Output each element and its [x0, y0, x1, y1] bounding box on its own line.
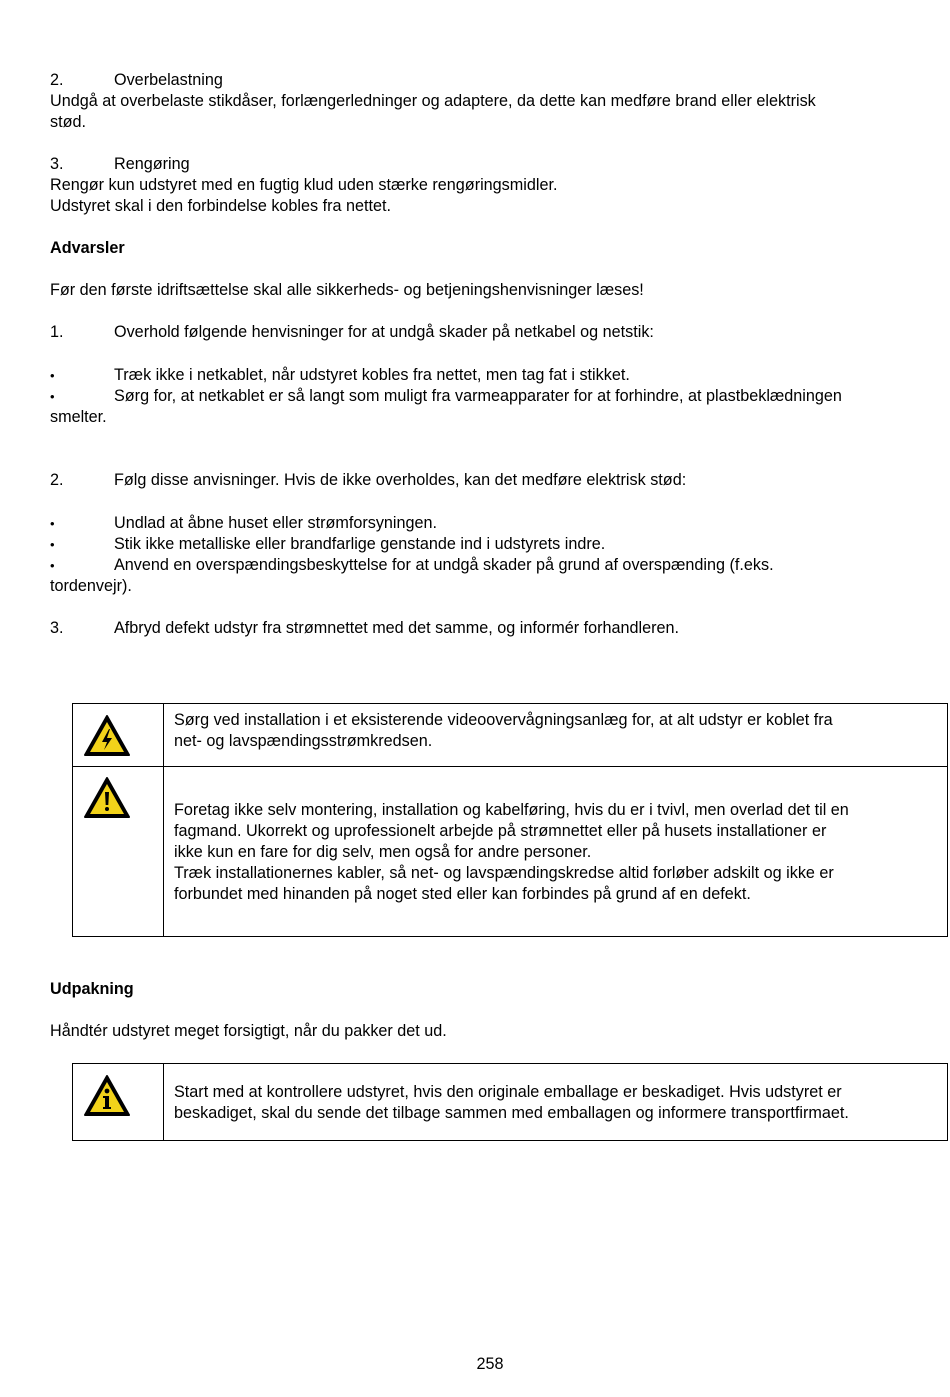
item-text: Overhold følgende henvisninger for at undgå skader på netkabel og netstik:	[114, 323, 654, 341]
paragraph: Rengør kun udstyret med en fugtig klud uden stærke rengøringsmidler.	[50, 176, 558, 194]
info-icon	[83, 1074, 131, 1118]
page-number: 258	[476, 1355, 504, 1373]
icon-cell	[73, 1064, 164, 1141]
bullet-text: Undlad at åbne huset eller strømforsyningen.	[114, 514, 438, 532]
info-line: beskadiget, skal du sende det tilbage sammen med emballagen og informere transportfirmaet.	[174, 1104, 849, 1122]
unpacking-section	[50, 979, 447, 1042]
bullet-text: Anvend en overspændingsbeskyttelse for at undgå skader på grund af overspænding (f.eks.	[114, 556, 774, 574]
paragraph: Udstyret skal i den forbindelse kobles fra nettet.	[50, 197, 392, 215]
notice-row-electric	[73, 704, 948, 767]
document-page	[50, 70, 940, 639]
paragraph: Undgå at overbelaste stikdåser, forlængerledninger og adaptere, da dette kan medføre brand eller elektrisk	[50, 92, 816, 110]
section-overload-heading	[50, 70, 940, 91]
icon-cell	[73, 767, 164, 937]
warning-item-2	[50, 470, 940, 491]
item-number: 2.	[50, 471, 64, 489]
bullet-icon: •	[50, 558, 55, 573]
icon-cell	[73, 704, 164, 767]
bullet-item	[50, 365, 940, 386]
caution-icon	[83, 776, 131, 820]
section-number: 2.	[50, 71, 64, 89]
unpacking-heading: Udpakning	[50, 980, 134, 998]
section-title: Rengøring	[114, 155, 190, 173]
notice-line: Foretag ikke selv montering, installation og kabelføring, hvis du er i tvivl, men overlad det til en	[174, 801, 849, 819]
notice-line: net- og lavspændingsstrømkredsen.	[174, 732, 433, 750]
bullet-item	[50, 386, 940, 407]
bullet-text: Stik ikke metalliske eller brandfarlige genstande ind i udstyrets indre.	[114, 535, 606, 553]
bullet-text: Sørg for, at netkablet er så langt som muligt fra varmeapparater for at forhindre, at plastbeklædningen	[114, 387, 842, 405]
notice-line: forbundet med hinanden på noget sted eller kan forbindes på grund af en defekt.	[174, 885, 751, 903]
notice-table	[72, 703, 948, 937]
notice-line: Sørg ved installation i et eksisterende videoovervågningsanlæg for, at alt udstyr er koblet fra	[174, 711, 833, 729]
notice-text	[164, 767, 948, 937]
info-row	[73, 1064, 948, 1141]
section-cleaning-heading	[50, 154, 940, 175]
info-line: Start med at kontrollere udstyret, hvis den originale emballage er beskadiget. Hvis udstyret er	[174, 1083, 842, 1101]
section-number: 3.	[50, 155, 64, 173]
notice-line: fagmand. Ukorrekt og uprofessionelt arbejde på strømnettet eller på husets installationer er	[174, 822, 827, 840]
notice-row-caution	[73, 767, 948, 937]
warnings-heading: Advarsler	[50, 239, 125, 257]
bullet-continuation: smelter.	[50, 408, 107, 426]
bullet-continuation: tordenvejr).	[50, 577, 132, 595]
notice-line: Træk installationernes kabler, så net- og lavspændingskredse altid forløber adskilt og ikke er	[174, 864, 834, 882]
bullet-item	[50, 555, 940, 576]
warnings-intro: Før den første idriftsættelse skal alle sikkerheds- og betjeningshenvisninger læses!	[50, 281, 644, 299]
bullet-item	[50, 513, 940, 534]
info-text	[164, 1064, 948, 1141]
item-number: 3.	[50, 619, 64, 637]
paragraph: stød.	[50, 113, 86, 131]
electric-hazard-icon	[83, 714, 131, 758]
section-title: Overbelastning	[114, 71, 223, 89]
warning-item-3	[50, 618, 940, 639]
item-text: Følg disse anvisninger. Hvis de ikke overholdes, kan det medføre elektrisk stød:	[114, 471, 687, 489]
notice-text	[164, 704, 948, 767]
warning-item-1	[50, 322, 940, 343]
bullet-icon: •	[50, 389, 55, 404]
bullet-text: Træk ikke i netkablet, når udstyret kobles fra nettet, men tag fat i stikket.	[114, 366, 630, 384]
unpacking-text: Håndtér udstyret meget forsigtigt, når du pakker det ud.	[50, 1022, 447, 1040]
bullet-icon: •	[50, 368, 55, 383]
bullet-icon: •	[50, 516, 55, 531]
item-number: 1.	[50, 323, 64, 341]
item-text: Afbryd defekt udstyr fra strømnettet med det samme, og informér forhandleren.	[114, 619, 680, 637]
bullet-item	[50, 534, 940, 555]
info-table	[72, 1063, 948, 1141]
notice-line: ikke kun en fare for dig selv, men også for andre personer.	[174, 843, 592, 861]
bullet-icon: •	[50, 537, 55, 552]
